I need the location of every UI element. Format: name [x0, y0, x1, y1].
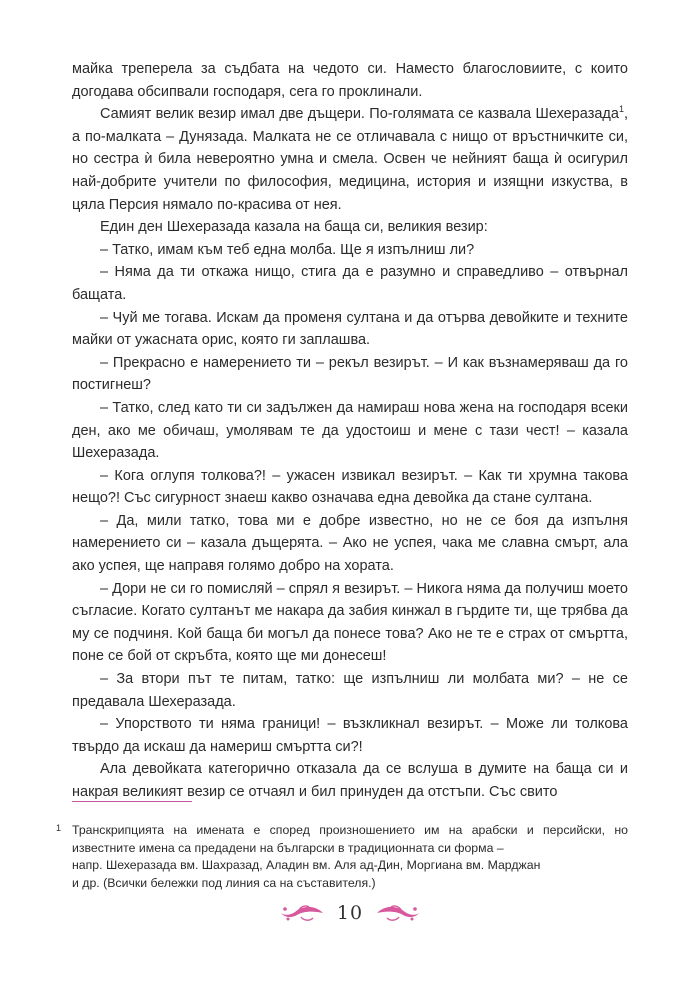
- paragraph: Един ден Шехеразада казала на баща си, великия везир:: [100, 219, 488, 236]
- footnote-line: Транскрипцията на имената е според произношението им на арабски и персийски, но известните имена са предадени на български в традиционната си форма –: [72, 823, 628, 855]
- paragraph: – Прекрасно е намерението ти – рекъл везирът. – И как възнамеряваш да го постигнеш?: [72, 354, 628, 394]
- paragraph: – Да, мили татко, това ми е добре известно, но не се боя да изпълня намерението си – казала дъщерята. – Ако не успея, чака ме славна смърт, ала ако успея, ще направя голямо добро на хората.: [72, 512, 628, 575]
- paragraph: Ала девойката категорично отказала да се вслуша в думите на баща си и накрая великият везир се отчаял и бил принуден да отстъпи. Със свито: [72, 761, 628, 800]
- body-text: [72, 58, 628, 804]
- paragraph: – За втори път те питам, татко: ще изпълниш ли молбата ми? – не се предавала Шехеразада.: [72, 671, 628, 710]
- paragraph-text: Самият велик везир имал две дъщери. По-голямата се казвала Шехеразада: [100, 106, 619, 123]
- paragraph: – Татко, след като ти си задължен да намираш нова жена на господаря всеки ден, ако ме обичаш, умолявам те да удостоиш и мене с тази чест! – казала Шехеразада.: [72, 399, 628, 462]
- paragraph: – Чуй ме тогава. Искам да променя султана и да отървa девойките и техните майки от ужасната орис, която ги заплашва.: [72, 309, 628, 349]
- paragraph: [72, 103, 628, 216]
- paragraph-text: , а по-малката – Дунязада. Малката не се отличавала с нищо от връстничките си, но сестра ѝ била невероятно умна и смела. Освен че нейният баща ѝ осигурил най-добрите учители по философия, медицина, история и изящни изкуства, в цяла Персия нямало по-красива от нея.: [72, 106, 628, 213]
- footnote-line: напр. Шехеразада вм. Шахразад, Аладин вм. Аля ад-Дин, Моргиана вм. Марджан: [72, 858, 541, 873]
- paragraph: – Татко, имам към теб една молба. Ще я изпълниш ли?: [100, 241, 475, 258]
- footnote-divider: [72, 801, 192, 802]
- paragraph: – Няма да ти откажа нищо, стига да е разумно и справедливо – отвърнал бащата.: [72, 264, 628, 303]
- footnote: [56, 822, 628, 892]
- paragraph: – Упорството ти няма граници! – възкликнал везирът. – Може ли толкова твърдо да искаш да намериш смъртта си?!: [72, 716, 628, 755]
- ornament-left-icon: [279, 904, 325, 922]
- footnote-ref[interactable]: 1: [618, 104, 624, 115]
- paragraph: майка треперела за съдбата на чедото си. Наместо благословиите, с които догодава обсипвали господаря, сега го проклинали.: [72, 61, 628, 100]
- footnote-line: и др. (Всички бележки под линия са на съставителя.): [72, 875, 376, 890]
- page-number: 10: [336, 902, 364, 924]
- ornament-right-icon: [375, 904, 421, 922]
- page-footer: [0, 898, 700, 928]
- footnote-number: 1: [56, 823, 62, 833]
- paragraph: – Кога оглупя толкова?! – ужасен извикал везирът. – Как ти хрумна такова нещо?! Със сигурност знаеш какво означава една девойка да стане султана.: [72, 467, 628, 507]
- paragraph: – Дори не си го помисляй – спрял я везирът. – Никога няма да получиш моето съгласие. Когато султанът ме накара да забия кинжал в гърдите ти, ще трябва да му се подчиня. Кой баща би могъл да понесе това? Ако не те е страх от смъртта, поне се бой от скръбта, която ще ми донесеш!: [72, 580, 628, 665]
